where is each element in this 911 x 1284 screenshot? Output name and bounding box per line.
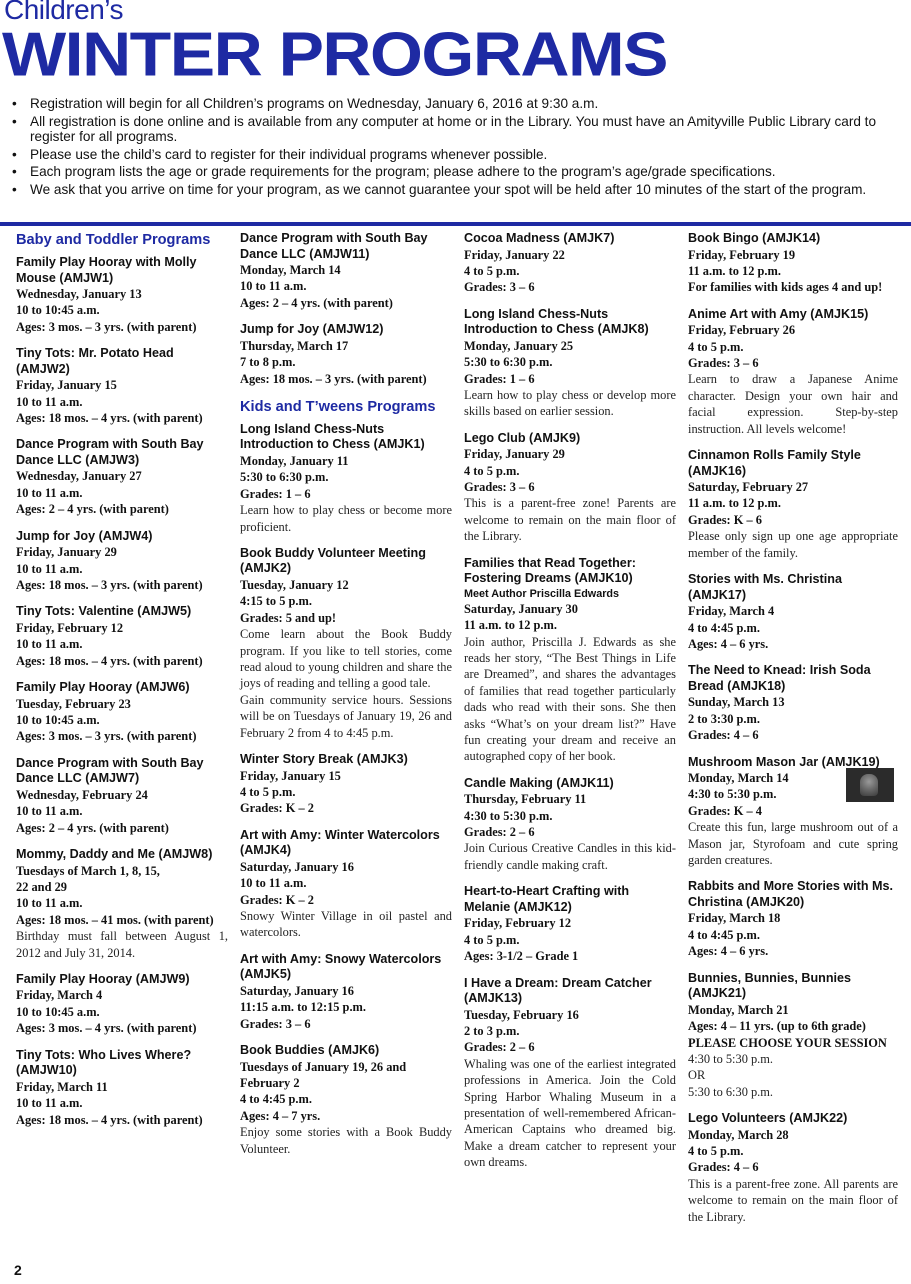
program-block [16, 437, 228, 517]
program-block [16, 756, 228, 836]
program-detail: Ages: 4 – 6 yrs. [688, 636, 769, 651]
program-detail: 4 to 4:45 p.m. [688, 620, 760, 635]
program-detail: Ages: 2 – 4 yrs. (with parent) [240, 295, 393, 310]
program-detail: Grades: K – 2 [240, 801, 314, 816]
program-detail: 10 to 11 a.m. [240, 876, 307, 891]
program-description: Come learn about the Book Buddy program. If you like to tell stories, come read aloud to young children and share the joys of reading and telling a good tale. [240, 627, 452, 691]
program-block [240, 422, 452, 535]
program-block [16, 255, 228, 335]
program-detail: 4:30 to 5:30 p.m. [464, 808, 553, 823]
program-description: Snowy Winter Village in oil pastel and watercolors. [240, 908, 452, 940]
program-detail: Grades: 4 – 6 [688, 728, 759, 743]
program-detail: 10 to 11 a.m. [16, 1096, 83, 1111]
program-detail: Ages: 3-1/2 – Grade 1 [464, 949, 579, 964]
program-detail: Tuesday, February 16 [464, 1007, 579, 1022]
header-title-line2: WINTER PROGRAMS [2, 19, 668, 90]
page-number: 2 [14, 1262, 22, 1278]
program-detail: 10 to 11 a.m. [16, 485, 83, 500]
program-subtitle: Meet Author Priscilla Edwards [464, 587, 619, 600]
program-detail: Grades: 3 – 6 [464, 280, 535, 295]
registration-bullets [8, 96, 898, 199]
program-title: Jump for Joy (AMJW12) [240, 322, 384, 337]
program-title: Family Play Hooray (AMJW6) [16, 680, 190, 695]
program-detail: Ages: 18 mos. – 3 yrs. (with parent) [16, 577, 203, 592]
program-title: I Have a Dream: Dream Catcher (AMJK13) [464, 975, 652, 1005]
program-detail: Grades: 3 – 6 [464, 480, 535, 495]
program-detail: Saturday, January 16 [240, 983, 354, 998]
program-block [464, 776, 676, 874]
header-title-line1: Children’s [4, 0, 123, 25]
program-title: The Need to Knead: Irish Soda Bread (AMJK18) [688, 663, 871, 693]
program-detail: Grades: 2 – 6 [464, 1040, 535, 1055]
program-detail: Friday, January 29 [464, 447, 565, 462]
program-description: Learn how to play chess or develop more skills based on earlier session. [464, 387, 676, 419]
program-title: Dance Program with South Bay Dance LLC (AMJW7) [16, 755, 204, 786]
program-title: Book Buddy Volunteer Meeting (AMJK2) [240, 545, 426, 576]
program-description: Learn to draw a Japanese Anime character. Design your own hair and facial expression. Step-by-step instruction. All levels welcome! [688, 372, 898, 436]
program-title: Dance Program with South Bay Dance LLC (AMJW3) [16, 437, 204, 467]
program-block [464, 976, 676, 1171]
program-detail: 11 a.m. to 12 p.m. [688, 496, 781, 511]
header-divider [0, 222, 911, 226]
program-detail: Ages: 3 mos. – 4 yrs. (with parent) [16, 1021, 197, 1036]
program-detail: PLEASE CHOOSE YOUR SESSION [688, 1035, 887, 1050]
program-description: This is a parent-free zone! Parents are welcome to remain on the main floor of the Library. [464, 496, 676, 544]
program-detail: 10 to 10:45 a.m. [16, 303, 100, 318]
program-block [464, 431, 676, 545]
bullet-item: • Registration will begin for all Children’s programs on Wednesday, January 6, 2016 at 9:30 a.m. [8, 96, 898, 112]
program-detail: 11 a.m. to 12 p.m. [464, 618, 557, 633]
program-detail: Friday, March 11 [16, 1079, 108, 1094]
program-detail: Saturday, January 16 [240, 859, 354, 874]
program-title: Mushroom Mason Jar (AMJK19) [688, 754, 880, 769]
program-detail: Wednesday, January 13 [16, 287, 142, 301]
program-description: Join author, Priscilla J. Edwards as she reads her story, “The Best Things in Life are Dreamed”, and shares the advantages of families that read together particularly dads who read with their sons. She then asks “What’s on your dream list?” Have fun creating your dream and receive an autographed copy of her book. [464, 634, 676, 764]
program-detail: Ages: 3 mos. – 3 yrs. (with parent) [16, 729, 197, 744]
program-detail: 22 and 29 [16, 879, 67, 894]
section-heading: Kids and T’weens Programs [240, 398, 436, 415]
program-detail: 11 a.m. to 12 p.m. [688, 263, 781, 278]
program-detail: 5:30 to 6:30 p.m. [464, 355, 553, 370]
program-detail: Ages: 2 – 4 yrs. (with parent) [16, 820, 169, 835]
program-title: Heart-to-Heart Crafting with Melanie (AMJK12) [464, 884, 630, 914]
program-detail: Tuesdays of March 1, 8, 15, [16, 863, 160, 878]
program-detail: 4 to 4:45 p.m. [240, 1092, 312, 1107]
program-detail: 11:15 a.m. to 12:15 p.m. [240, 1000, 366, 1015]
program-detail: 5:30 to 6:30 p.m. [240, 470, 329, 485]
program-detail: Thursday, February 11 [464, 792, 587, 807]
program-title: Rabbits and More Stories with Ms. Christina (AMJK20) [688, 879, 894, 909]
section-heading: Baby and Toddler Programs [16, 232, 211, 248]
program-title: Family Play Hooray with Molly Mouse (AMJW1) [16, 255, 197, 285]
program-detail: Friday, January 15 [240, 768, 341, 783]
program-detail: Sunday, March 13 [688, 695, 785, 710]
program-detail: Monday, March 28 [688, 1127, 789, 1142]
program-detail: Friday, February 12 [16, 620, 124, 635]
program-detail: Grades: 3 – 6 [688, 356, 759, 371]
program-block [16, 847, 228, 961]
program-title: Lego Club (AMJK9) [464, 430, 581, 445]
program-detail: Monday, March 14 [240, 263, 341, 277]
program-detail: 2 to 3:30 p.m. [688, 711, 760, 726]
program-detail: 4 to 5 p.m. [688, 339, 744, 354]
program-detail: Friday, January 29 [16, 545, 117, 560]
program-detail: Friday, February 12 [464, 916, 572, 931]
program-title: Jump for Joy (AMJW4) [16, 528, 153, 543]
program-title: Winter Story Break (AMJK3) [240, 752, 408, 767]
program-description: Learn how to play chess or become more proficient. [240, 503, 452, 534]
program-detail: Friday, March 18 [688, 911, 781, 926]
program-title: Tiny Tots: Mr. Potato Head (AMJW2) [16, 346, 174, 376]
program-description: Gain community service hours. Sessions will be on Tuesdays of January 19, 26 and February 2 from 4 to 4:45 p.m. [240, 692, 452, 740]
program-detail: Monday, January 25 [464, 338, 574, 353]
program-title: Cocoa Madness (AMJK7) [464, 231, 615, 245]
program-detail: Saturday, January 30 [464, 601, 578, 616]
program-detail: 10 to 10:45 a.m. [16, 713, 100, 727]
program-detail: Ages: 4 – 11 yrs. (up to 6th grade) [688, 1019, 866, 1034]
program-detail: Monday, March 21 [688, 1002, 789, 1017]
program-title: Bunnies, Bunnies, Bunnies (AMJK21) [688, 970, 852, 1001]
program-detail: Wednesday, January 27 [16, 469, 142, 484]
program-title: Family Play Hooray (AMJW9) [16, 971, 190, 986]
program-detail: 2 to 3 p.m. [464, 1023, 520, 1038]
program-detail: Thursday, March 17 [240, 338, 349, 353]
program-detail: 10 to 11 a.m. [16, 896, 83, 911]
program-detail: Monday, March 14 [688, 771, 789, 786]
program-detail: 4 to 5 p.m. [464, 263, 520, 278]
program-description: Join Curious Creative Candles in this kid-friendly candle making craft. [464, 841, 676, 872]
program-title: Tiny Tots: Valentine (AMJW5) [16, 604, 192, 619]
program-block [16, 346, 228, 426]
program-detail: Tuesday, February 23 [16, 696, 131, 711]
program-column-4 [688, 231, 898, 1236]
program-block [688, 231, 898, 296]
program-block [16, 972, 228, 1037]
program-detail: Grades: 4 – 6 [688, 1160, 759, 1175]
program-detail: Grades: 3 – 6 [240, 1016, 311, 1031]
program-title: Anime Art with Amy (AMJK15) [688, 306, 869, 321]
program-block [16, 529, 228, 594]
bullet-item: • Each program lists the age or grade requirements for the program; please adhere to the program’s age/grade specifications. [8, 164, 898, 180]
bullet-item: • All registration is done online and is available from any computer at home or in the Library. You must have an Amityville Public Library card to register for all programs. [8, 114, 898, 145]
program-title: Stories with Ms. Christina (AMJK17) [688, 572, 842, 602]
program-title: Art with Amy: Snowy Watercolors (AMJK5) [240, 951, 442, 982]
program-detail: Wednesday, February 24 [16, 787, 148, 802]
program-detail: Friday, January 22 [464, 247, 565, 262]
program-detail: Grades: K – 6 [688, 512, 762, 527]
program-title: Long Island Chess-Nuts Introduction to Chess (AMJK8) [464, 306, 649, 337]
program-detail: 4:15 to 5 p.m. [240, 594, 312, 609]
program-detail: Saturday, February 27 [688, 480, 809, 495]
bullet-item: • We ask that you arrive on time for your program, as we cannot guarantee your spot will be held after 10 minutes of the start of the program. [8, 182, 898, 198]
program-description: Birthday must fall between August 1, 2012 and July 31, 2014. [16, 929, 228, 960]
program-detail: 10 to 11 a.m. [16, 804, 83, 819]
program-block [16, 1048, 228, 1128]
program-detail: Ages: 18 mos. – 4 yrs. (with parent) [16, 1112, 203, 1127]
program-column-3 [464, 231, 676, 1182]
mushroom-jar-photo [846, 768, 894, 802]
program-block [688, 971, 898, 1100]
program-title: Cinnamon Rolls Family Style (AMJK16) [688, 448, 861, 478]
program-column-2 [240, 231, 452, 1168]
program-detail: For families with kids ages 4 and up! [688, 280, 883, 295]
program-block [240, 1043, 452, 1157]
program-title: Tiny Tots: Who Lives Where? (AMJW10) [16, 1047, 192, 1078]
program-title: Long Island Chess-Nuts Introduction to Chess (AMJK1) [240, 421, 425, 452]
program-detail: 4:30 to 5:30 p.m. [688, 787, 777, 802]
program-detail: 4 to 5 p.m. [464, 932, 520, 947]
program-title: Lego Volunteers (AMJK22) [688, 1111, 848, 1126]
program-title: Book Bingo (AMJK14) [688, 231, 821, 245]
program-detail: Friday, February 19 [688, 247, 796, 262]
program-detail: Tuesday, January 12 [240, 577, 349, 592]
program-title: Families that Read Together: Fostering Dreams (AMJK10) [464, 555, 636, 586]
program-description: Enjoy some stories with a Book Buddy Volunteer. [240, 1125, 452, 1156]
program-detail: Friday, March 4 [16, 988, 103, 1003]
program-description: This is a parent-free zone. All parents are welcome to remain on the main floor of the Library. [688, 1176, 898, 1224]
program-detail: Tuesdays of January 19, 26 and February 2 [240, 1059, 407, 1090]
program-block [240, 231, 452, 311]
program-detail: 10 to 11 a.m. [16, 637, 83, 652]
program-block [16, 680, 228, 745]
program-detail: 7 to 8 p.m. [240, 355, 296, 370]
program-title: Candle Making (AMJK11) [464, 775, 614, 790]
program-detail: 10 to 11 a.m. [240, 279, 307, 294]
program-block [688, 307, 898, 437]
program-description: Please only sign up one age appropriate member of the family. [688, 529, 898, 560]
program-detail: Ages: 18 mos. – 41 mos. (with parent) [16, 912, 214, 927]
program-block [688, 663, 898, 743]
program-detail: Grades: 5 and up! [240, 610, 337, 625]
program-detail: Grades: 2 – 6 [464, 825, 535, 840]
program-block [16, 604, 228, 669]
program-block [240, 952, 452, 1032]
program-detail: Monday, January 11 [240, 453, 349, 468]
program-detail: Grades: 1 – 6 [464, 371, 535, 386]
program-title: Mommy, Daddy and Me (AMJW8) [16, 847, 213, 862]
program-detail: 10 to 11 a.m. [16, 561, 83, 576]
program-detail: 4 to 5 p.m. [688, 1144, 744, 1159]
program-detail: 10 to 10:45 a.m. [16, 1004, 100, 1019]
program-block [240, 322, 452, 387]
program-block [240, 752, 452, 817]
program-block [464, 231, 676, 296]
program-block [688, 572, 898, 652]
program-detail: 4 to 5 p.m. [240, 784, 296, 799]
program-block [688, 879, 898, 959]
program-detail: Grades: K – 4 [688, 803, 762, 818]
program-block [688, 1111, 898, 1225]
program-detail: 4 to 4:45 p.m. [688, 927, 760, 942]
program-detail: Ages: 4 – 6 yrs. [688, 944, 769, 959]
program-detail: Friday, March 4 [688, 604, 775, 619]
program-block [688, 755, 898, 869]
program-detail: Grades: 1 – 6 [240, 486, 311, 501]
bullet-item: • Please use the child’s card to register for their individual programs whenever possible. [8, 147, 898, 163]
program-detail: Ages: 4 – 7 yrs. [240, 1108, 321, 1123]
program-description: Whaling was one of the earliest integrated professions in America. Join the Cold Spring Harbor Whaling Museum in a presentation of well-remembered African-American Captains who dreamed big. Make a dream catcher to represent your own dreams. [464, 1056, 676, 1170]
program-detail: Grades: K – 2 [240, 892, 314, 907]
program-title: Art with Amy: Winter Watercolors (AMJK4) [240, 827, 440, 858]
program-block [464, 556, 676, 765]
program-block [464, 884, 676, 964]
program-column-1 [16, 231, 228, 1139]
program-detail: Ages: 18 mos. – 4 yrs. (with parent) [16, 653, 203, 668]
program-title: Book Buddies (AMJK6) [240, 1043, 380, 1057]
program-block [240, 546, 452, 741]
program-detail: Ages: 18 mos. – 3 yrs. (with parent) [240, 371, 427, 386]
program-title: Dance Program with South Bay Dance LLC (AMJW11) [240, 231, 428, 261]
program-description: 5:30 to 6:30 p.m. [688, 1084, 774, 1099]
program-detail: Ages: 3 mos. – 3 yrs. (with parent) [16, 319, 197, 334]
program-detail: 4 to 5 p.m. [464, 463, 520, 478]
program-description: OR [688, 1068, 706, 1083]
program-block [464, 307, 676, 420]
program-description: 4:30 to 5:30 p.m. [688, 1051, 774, 1066]
program-description: Create this fun, large mushroom out of a Mason jar, Styrofoam and cute spring garden creatures. [688, 820, 898, 868]
program-detail: Friday, February 26 [688, 323, 796, 338]
program-block [688, 448, 898, 561]
program-detail: Ages: 18 mos. – 4 yrs. (with parent) [16, 411, 203, 426]
program-detail: Ages: 2 – 4 yrs. (with parent) [16, 502, 169, 517]
program-block [240, 828, 452, 941]
program-detail: 10 to 11 a.m. [16, 394, 83, 409]
program-detail: Friday, January 15 [16, 378, 117, 393]
